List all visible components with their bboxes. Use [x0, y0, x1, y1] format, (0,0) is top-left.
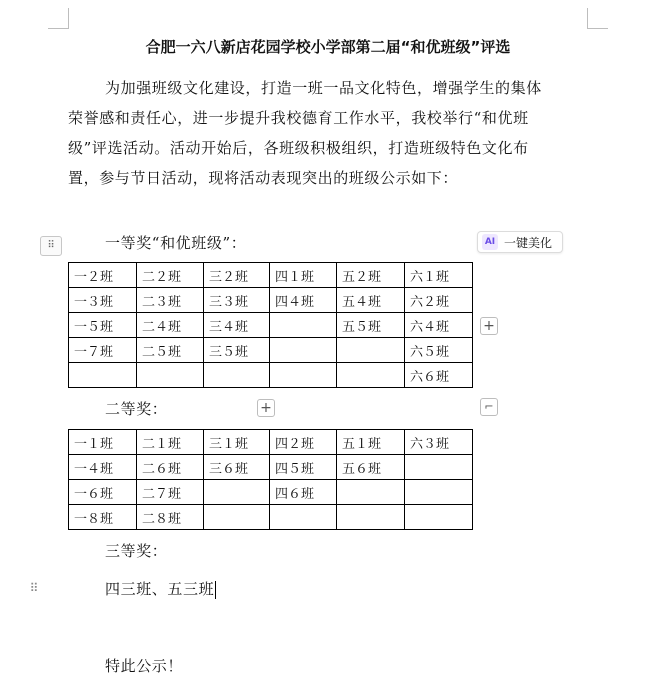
first-prize-table[interactable] [68, 262, 473, 388]
table-row [69, 263, 473, 288]
table-cell[interactable] [137, 363, 204, 388]
table-cell[interactable] [204, 363, 270, 388]
page-corner-mark-left [48, 8, 69, 29]
intro-line: 置，参与节日活动，现将活动表现突出的班级公示如下： [68, 169, 459, 187]
intro-line: 荣誉感和责任心，进一步提升我校德育工作水平，我校举行“和优班 [68, 109, 529, 127]
table-cell[interactable]: 五４班 [337, 288, 405, 313]
table-cell[interactable]: 五５班 [337, 313, 405, 338]
table-cell[interactable]: 二１班 [137, 430, 204, 455]
table-cell[interactable]: 二２班 [137, 263, 204, 288]
table-cell[interactable] [270, 313, 337, 338]
ai-icon: AI [482, 234, 498, 250]
table-row [69, 430, 473, 455]
table-cell[interactable]: 五１班 [337, 430, 405, 455]
page-corner-mark-right [587, 8, 608, 29]
table-cell[interactable]: 一１班 [69, 430, 137, 455]
table-cell[interactable] [204, 505, 270, 530]
table-cell[interactable] [337, 505, 405, 530]
table-cell[interactable]: 一４班 [69, 455, 137, 480]
intro-paragraph [68, 73, 590, 193]
table-cell[interactable]: 三５班 [204, 338, 270, 363]
first-prize-label: 一等奖“和优班级”： [105, 234, 247, 252]
table-cell[interactable]: 四６班 [270, 480, 337, 505]
table-cell[interactable]: 三３班 [204, 288, 270, 313]
third-prize-label: 三等奖： [105, 542, 168, 560]
table-cell[interactable]: 四５班 [270, 455, 337, 480]
document-title: 合肥一六八新店花园学校小学部第二届“和优班级”评选 [145, 38, 511, 56]
table-cell[interactable] [337, 363, 405, 388]
table-cell[interactable]: 二３班 [137, 288, 204, 313]
table-row [69, 313, 473, 338]
table-cell[interactable]: 四１班 [270, 263, 337, 288]
table-cell[interactable]: 一６班 [69, 480, 137, 505]
third-prize-classes[interactable] [105, 578, 216, 600]
intro-line: 为加强班级文化建设，打造一班一品文化特色，增强学生的集体 [105, 79, 542, 97]
table-cell[interactable] [204, 480, 270, 505]
table-cell[interactable] [405, 480, 473, 505]
table-cell[interactable] [405, 455, 473, 480]
text-cursor [215, 581, 216, 599]
table-drag-handle-icon[interactable]: ⠿ [40, 236, 62, 256]
table-row [69, 288, 473, 313]
table-cell[interactable]: 六１班 [405, 263, 473, 288]
table-cell[interactable]: 三６班 [204, 455, 270, 480]
add-column-plus-icon[interactable]: + [480, 317, 498, 335]
table-cell[interactable] [270, 505, 337, 530]
table-cell[interactable]: 四２班 [270, 430, 337, 455]
ai-beautify-label: 一键美化 [504, 235, 553, 250]
paragraph-drag-handle-icon[interactable]: ⠿ [29, 581, 39, 595]
table-row [69, 338, 473, 363]
table-cell[interactable]: 一８班 [69, 505, 137, 530]
table-cell[interactable]: 四４班 [270, 288, 337, 313]
table-cell[interactable] [337, 480, 405, 505]
table-cell[interactable] [270, 363, 337, 388]
table-cell[interactable]: 三４班 [204, 313, 270, 338]
table-cell[interactable]: 一５班 [69, 313, 137, 338]
table-cell[interactable]: 一２班 [69, 263, 137, 288]
table-cell[interactable]: 三１班 [204, 430, 270, 455]
table-cell[interactable]: 二５班 [137, 338, 204, 363]
table-cell[interactable] [270, 338, 337, 363]
table-cell[interactable]: 二８班 [137, 505, 204, 530]
table-row [69, 363, 473, 388]
third-prize-classes-text: 四三班、五三班 [105, 580, 215, 598]
table-cell[interactable]: 一７班 [69, 338, 137, 363]
table-resize-corner-icon[interactable]: ⌐ [480, 398, 498, 416]
table-cell[interactable]: 三２班 [204, 263, 270, 288]
table-cell[interactable]: 一３班 [69, 288, 137, 313]
ai-beautify-button[interactable] [477, 231, 563, 253]
closing-text: 特此公示！ [105, 657, 184, 675]
table-row [69, 505, 473, 530]
add-row-plus-icon[interactable]: + [257, 399, 275, 417]
table-cell[interactable]: 六４班 [405, 313, 473, 338]
table-cell[interactable] [337, 338, 405, 363]
table-cell[interactable]: 六５班 [405, 338, 473, 363]
table-cell[interactable]: 五６班 [337, 455, 405, 480]
intro-line: 级”评选活动。活动开始后，各班级积极组织，打造班级特色文化布 [68, 139, 529, 157]
table-cell[interactable]: 二６班 [137, 455, 204, 480]
table-cell[interactable]: 六２班 [405, 288, 473, 313]
second-prize-table[interactable] [68, 429, 473, 530]
table-row [69, 480, 473, 505]
second-prize-label: 二等奖： [105, 400, 168, 418]
table-cell[interactable] [405, 505, 473, 530]
table-row [69, 455, 473, 480]
table-cell[interactable] [69, 363, 137, 388]
table-cell[interactable]: 六３班 [405, 430, 473, 455]
table-cell[interactable]: 六６班 [405, 363, 473, 388]
table-cell[interactable]: 五２班 [337, 263, 405, 288]
table-cell[interactable]: 二４班 [137, 313, 204, 338]
table-cell[interactable]: 二７班 [137, 480, 204, 505]
